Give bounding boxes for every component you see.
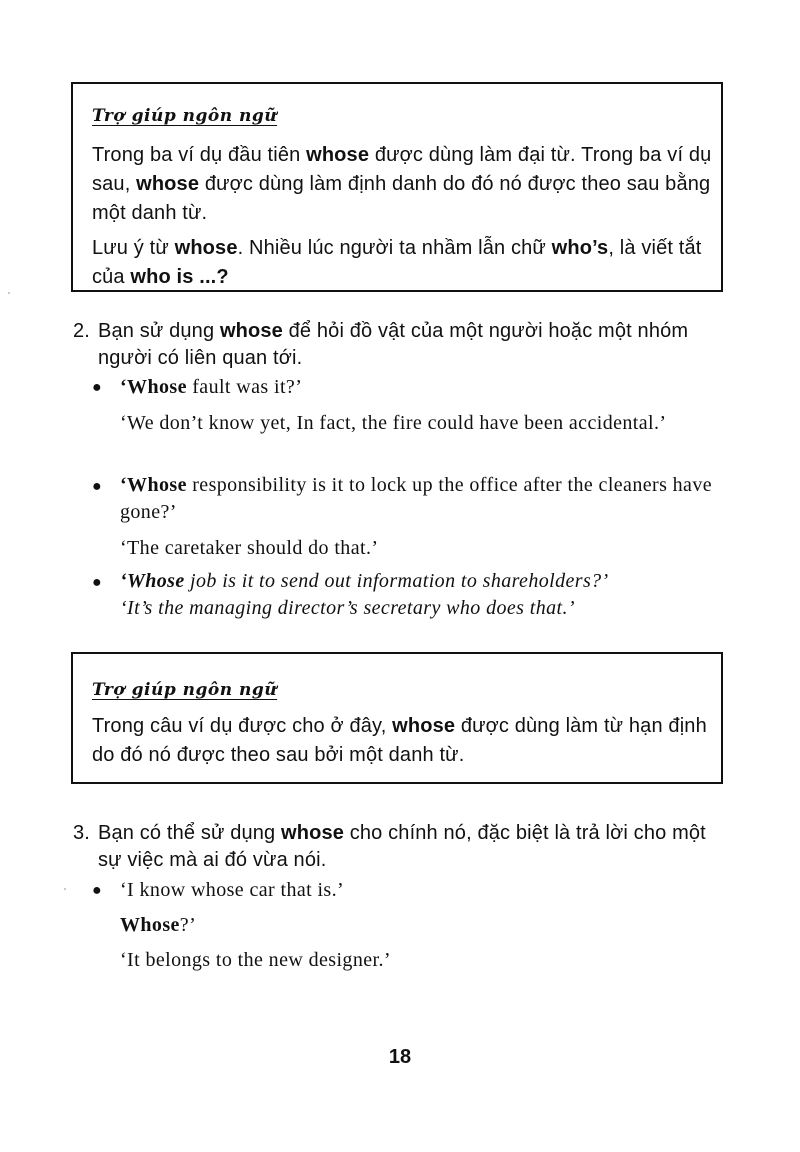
example-reply: ‘We don’t know yet, In fact, the fire could have been accidental.’ (120, 412, 667, 434)
item-number: 2. (73, 320, 90, 342)
page-number: 18 (388, 1046, 412, 1068)
example-question: ‘Whose fault was it?’ (120, 376, 303, 398)
item-text: Bạn có thể sử dụng whose cho chính nó, đặc biệt là trả lời cho một sự việc mà ai đó vừa nói. (98, 822, 706, 871)
example-1 (120, 374, 730, 437)
box-title: Trợ giúp ngôn ngữ (92, 106, 278, 126)
item-number: 3. (73, 822, 90, 844)
numbered-item-3 (73, 820, 733, 874)
example-question: Whose?’ (120, 914, 197, 936)
example-reply: ‘The caretaker should do that.’ (120, 537, 379, 559)
example-statement: ‘I know whose car that is.’ (120, 879, 345, 901)
scan-speck (8, 292, 10, 294)
box-paragraph-2: Lưu ý từ whose. Nhiều lúc người ta nhầm lẫn chữ who’s, là viết tắt của who is ...? (92, 237, 702, 288)
scan-speck (64, 888, 66, 890)
example-3 (120, 568, 730, 622)
bullet-icon: ● (92, 882, 102, 899)
bullet-icon: ● (92, 574, 102, 591)
box-paragraph-1: Trong ba ví dụ đầu tiên whose được dùng làm đại từ. Trong ba ví dụ sau, whose được dùng làm định danh do đó nó được theo sau bằng một danh từ. (92, 144, 712, 224)
box-paragraph-1: Trong câu ví dụ được cho ở đây, whose được dùng làm từ hạn định do đó nó được theo sau bởi một danh từ. (92, 715, 707, 766)
example-question: ‘Whose job is it to send out information to shareholders?’ (120, 570, 609, 592)
numbered-item-2 (73, 318, 733, 372)
box-text (92, 141, 712, 292)
item-text: Bạn sử dụng whose để hỏi đồ vật của một người hoặc một nhóm người có liên quan tới. (98, 320, 689, 369)
language-help-box-2 (71, 652, 723, 784)
box-title: Trợ giúp ngôn ngữ (92, 680, 278, 700)
bullet-icon: ● (92, 379, 102, 396)
language-help-box-1 (71, 82, 723, 292)
example-reply: ‘It belongs to the new designer.’ (120, 949, 391, 971)
example-question: ‘Whose responsibility is it to lock up the office after the cleaners have gone?’ (120, 474, 713, 523)
example-2 (120, 472, 730, 562)
box-text (92, 712, 712, 770)
example-4 (120, 877, 730, 974)
example-reply: ‘It’s the managing director’s secretary who does that.’ (120, 597, 575, 619)
bullet-icon: ● (92, 478, 102, 495)
